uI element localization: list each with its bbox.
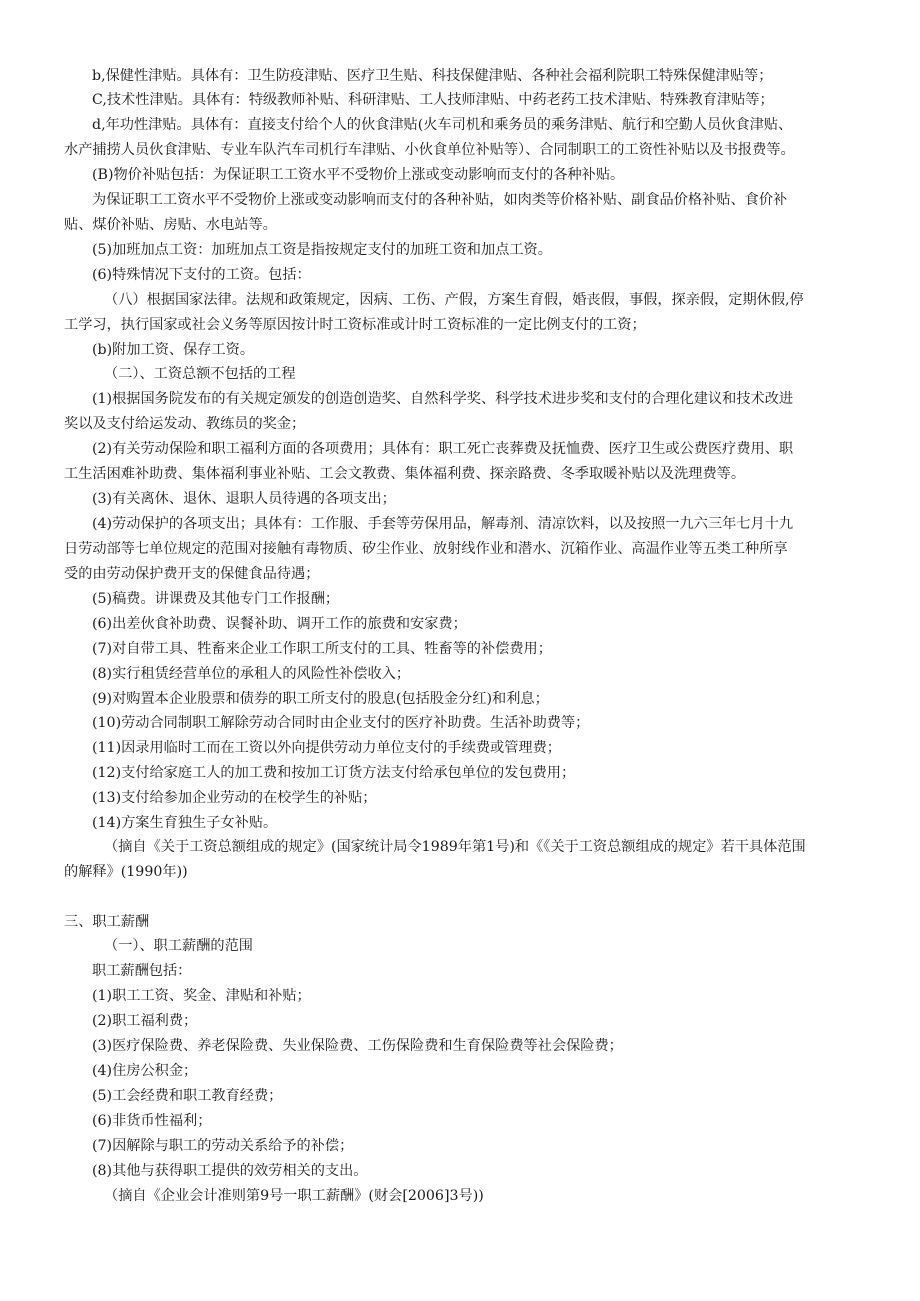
text-line: 奖以及支付给运发动、教练员的奖金； <box>64 416 306 432</box>
text-line: 工学习，执行国家或社会义务等原因按计时工资标准或计时工资标准的一定比例支付的工资； <box>64 317 646 333</box>
text-line: C,技术性津贴。具体有：特级教师补贴、科研津贴、工人技师津贴、中药老药工技术津贴、特殊教育津贴等； <box>92 92 774 108</box>
text-line: (14)方案生育独生子女补贴。 <box>92 815 278 831</box>
text-line: 日劳动部等七单位规定的范围对接触有毒物质、矽尘作业、放射线作业和潜水、沉箱作业、高温作业等五类工种所享 <box>64 541 788 557</box>
text-line: 职工薪酬包括： <box>92 963 192 979</box>
text-line: d,年功性津贴。具体有：直接支付给个人的伙食津贴(火车司机和乘务员的乘务津贴、航行和空勤人员伙食津贴、 <box>92 117 793 133</box>
text-line: 贴、煤价补贴、房贴、水电站等。 <box>64 217 277 233</box>
text-line: 水产捕捞人员伙食津贴、专业车队汽车司机行车津贴、小伙食单位补贴等）、合同制职工的工资性补贴以及书报费等。 <box>64 142 795 158</box>
text-line: (b)附加工资、保存工资。 <box>92 342 255 358</box>
text-line: （二）、工资总额不包括的工程 <box>104 366 296 382</box>
text-line: (1)根据国务院发布的有关规定颁发的创造创造奖、自然科学奖、科学技术进步奖和支付的合理化建议和技术改进 <box>92 391 794 407</box>
text-line: （八）根据国家法律。法规和政策规定，因病、工伤、产假，方案生育假，婚丧假，事假，探亲假，定期休假,停 <box>104 292 804 308</box>
text-line: (3)有关离休、退休、退职人员待遇的各项支出； <box>92 491 396 507</box>
text-line: (6)特殊情况下支付的工资。包括： <box>92 267 311 283</box>
text-line: (8)实行租赁经营单位的承租人的风险性补偿收入； <box>92 666 411 682</box>
text-line: (7)因解除与职工的劳动关系给予的补偿； <box>92 1138 354 1154</box>
text-line: 受的由劳动保护费开支的保健食品待遇； <box>64 566 320 582</box>
text-line: (7)对自带工具、牲畜来企业工作职工所支付的工具、牲畜等的补偿费用； <box>92 641 552 657</box>
text-line: (2)有关劳动保险和职工福利方面的各项费用；具体有：职工死亡丧葬费及抚恤费、医疗卫生或公费医疗费用、职 <box>92 441 794 457</box>
text-line: (5)加班加点工资：加班加点工资是指按规定支付的加班工资和加点工资。 <box>92 242 552 258</box>
text-line: 三、职工薪酬 <box>64 914 150 930</box>
text-line: (12)支付给家庭工人的加工费和按加工订货方法支付给承包单位的发包费用； <box>92 765 576 781</box>
text-line: (5)稿费。讲课费及其他专门工作报酬； <box>92 591 340 607</box>
text-line: (1)职工工资、奖金、津贴和补贴； <box>92 988 311 1004</box>
text-line: (5)工会经费和职工教育经费； <box>92 1088 283 1104</box>
text-line: (6)非货币性福利； <box>92 1113 212 1129</box>
text-line: (8)其他与获得职工提供的效劳相关的支出。 <box>92 1163 368 1179</box>
text-line: (10)劳动合同制职工解除劳动合同时由企业支付的医疗补助费。生活补助费等； <box>92 715 590 731</box>
text-line: (13)支付给参加企业劳动的在校学生的补贴； <box>92 790 377 806</box>
text-line: （摘自《关于工资总额组成的规定》(国家统计局令1989年第1号)和《《关于工资总额组成的规定》若干具体范围 <box>104 839 806 855</box>
text-line: (3)医疗保险费、养老保险费、失业保险费、工伤保险费和生育保险费等社会保险费； <box>92 1038 623 1054</box>
text-line: b,保健性津贴。具体有：卫生防疫津贴、医疗卫生贴、科技保健津贴、各种社会福利院职工特殊保健津贴等； <box>92 68 773 84</box>
text-line: (B)物价补贴包括：为保证职工工资水平不受物价上涨或变动影响而支付的各种补贴。 <box>92 167 625 183</box>
text-line: 工生活困难补助费、集体福利事业补贴、工会文教费、集体福利费、探亲路费、冬季取暖补贴以及洗理费等。 <box>64 466 746 482</box>
text-line: 的解释》(1990年)) <box>64 864 188 880</box>
text-line: （一）、职工薪酬的范围 <box>104 938 253 954</box>
text-line: （摘自《企业会计准则第9号一职工薪酬》(财会[2006]3号)) <box>104 1188 484 1204</box>
text-line: 为保证职工工资水平不受物价上涨或变动影响而支付的各种补贴，如肉类等价格补贴、副食品价格补贴、食价补 <box>92 192 788 208</box>
text-line: (11)因录用临时工而在工资以外向提供劳动力单位支付的手续费或管理费； <box>92 740 561 756</box>
text-line: (6)出差伙食补助费、误餐补助、调开工作的旅费和安家费； <box>92 616 467 632</box>
text-line: (9)对购置本企业股票和债券的职工所支付的股息(包括股金分红)和利息； <box>92 691 549 707</box>
text-line: (4)劳动保护的各项支出；具体有：工作服、手套等劳保用品，解毒剂、清凉饮料，以及按照一九六三年七月十九 <box>92 516 794 532</box>
text-line: (4)住房公积金； <box>92 1063 198 1079</box>
text-line: (2)职工福利费； <box>92 1013 198 1029</box>
